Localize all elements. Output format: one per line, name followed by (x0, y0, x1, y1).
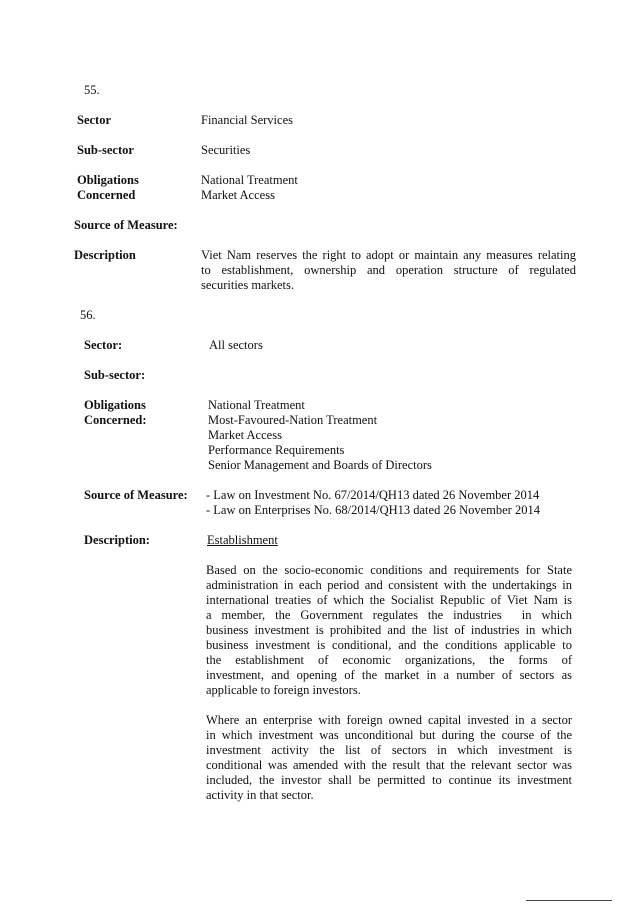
paragraph-line: business investment is conditional, and the conditions applicable to (206, 638, 572, 652)
entry-56-obligation-item: Performance Requirements (208, 443, 345, 457)
paragraph-line: international treaties of which the Socialist Republic of Viet Nam is (206, 593, 572, 607)
paragraph-line: a member, the Government regulates the industries in which (206, 608, 572, 622)
entry-55-sector-value: Financial Services (201, 113, 293, 127)
paragraph-line: activity in that sector. (206, 788, 314, 802)
entry-55-description-label: Description (74, 248, 136, 262)
entry-56-obligations-label-2: Concerned: (84, 413, 147, 427)
paragraph-line: the establishment of economic organizations, the forms of (206, 653, 572, 667)
paragraph-line: in which investment was unconditional but during the course of the (206, 728, 572, 742)
paragraph-line: Based on the socio-economic conditions and requirements for State (206, 563, 572, 577)
entry-55-obligations-label-2: Concerned (77, 188, 136, 202)
paragraph-line: investment, and opening of the market in a number of sectors as (206, 668, 572, 682)
paragraph-line: business investment is prohibited and the list of industries in which (206, 623, 572, 637)
establishment-paragraph-2 (206, 713, 572, 803)
establishment-paragraph-1 (206, 563, 572, 698)
entry-56-source-item: - Law on Investment No. 67/2014/QH13 dated 26 November 2014 (206, 488, 540, 502)
entry-55-sector-label: Sector (77, 113, 112, 127)
entry-55-subsector-value: Securities (201, 143, 251, 157)
entry-56-source-label: Source of Measure: (84, 488, 188, 502)
entry-56-obligation-item: Market Access (208, 428, 282, 442)
paragraph-line: Where an enterprise with foreign owned capital invested in a sector (206, 713, 572, 727)
paragraph-line: investment activity the list of sectors in which investment is (206, 743, 572, 757)
entry-56-subsector-label: Sub-sector: (84, 368, 146, 382)
entry-55-obligations-label: Obligations (77, 173, 139, 187)
description-line: to establishment, ownership and operation structure of regulated (201, 263, 576, 277)
entry-55-obligation-item: National Treatment (201, 173, 298, 187)
entry-56-sector-label: Sector: (84, 338, 123, 352)
entry-56-obligation-item: Most-Favoured-Nation Treatment (208, 413, 378, 427)
paragraph-line: administration in each period and consistent with the undertakings in (206, 578, 572, 592)
entry-55-subsector-label: Sub-sector (77, 143, 134, 157)
entry-56-obligation-item: National Treatment (208, 398, 305, 412)
entry-56-sector-value: All sectors (209, 338, 263, 352)
description-line: Viet Nam reserves the right to adopt or maintain any measures relating (201, 248, 576, 262)
entry-55-obligation-item: Market Access (201, 188, 275, 202)
footer-rule (526, 900, 612, 901)
entry-56-source-item: - Law on Enterprises No. 68/2014/QH13 dated 26 November 2014 (206, 503, 540, 517)
establishment-heading: Establishment (207, 533, 278, 547)
entry-55-number: 55. (84, 83, 100, 97)
paragraph-line: included, the investor shall be permitted to continue its investment (206, 773, 572, 787)
entry-56-description-label: Description: (84, 533, 150, 547)
entry-55-description (201, 248, 576, 293)
entry-56-number: 56. (80, 308, 96, 322)
description-line: securities markets. (201, 278, 295, 292)
entry-56-obligation-item: Senior Management and Boards of Directors (208, 458, 432, 472)
entry-55-source-label: Source of Measure: (74, 218, 178, 232)
paragraph-line: conditional was amended with the result that the relevant sector was (206, 758, 572, 772)
entry-56-obligations-label: Obligations (84, 398, 146, 412)
paragraph-line: applicable to foreign investors. (206, 683, 361, 697)
